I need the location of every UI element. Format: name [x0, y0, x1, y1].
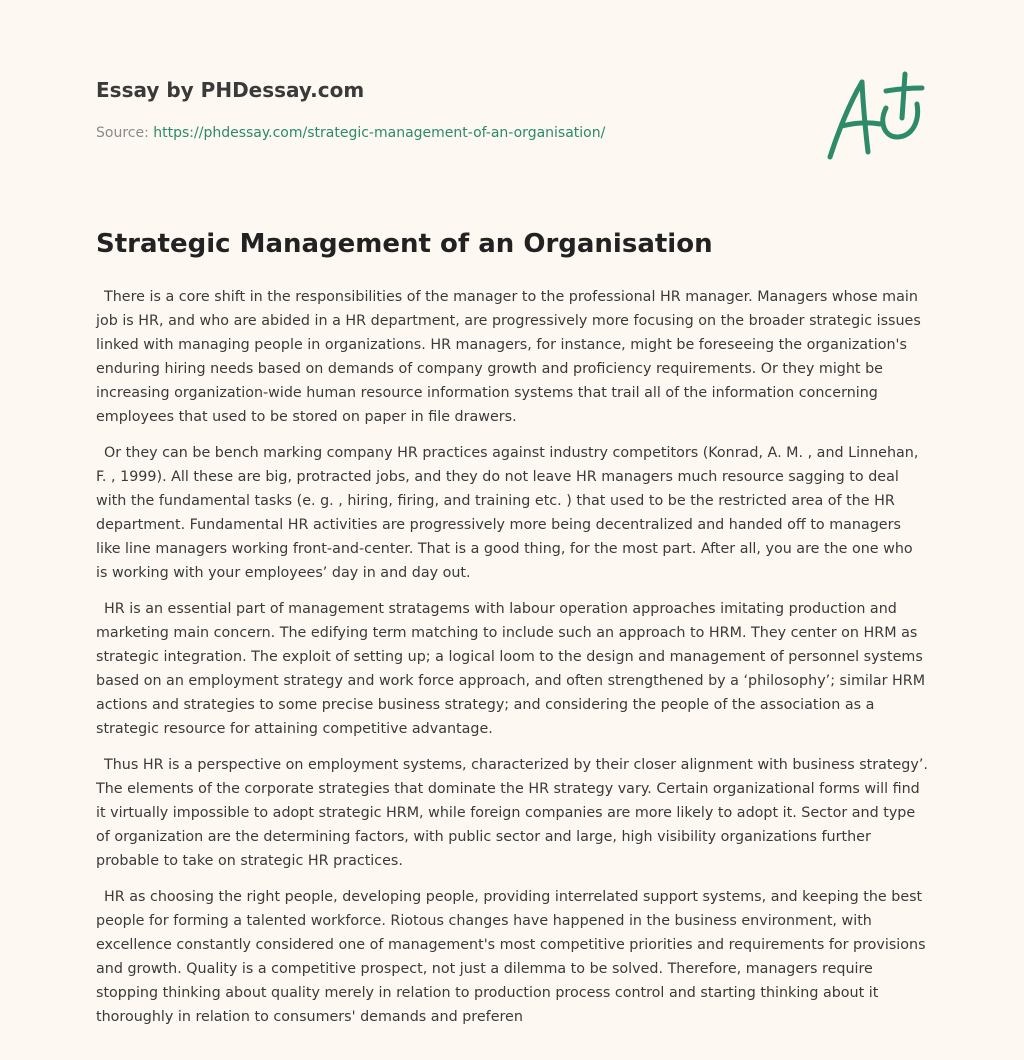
essay-title: Strategic Management of an Organisation: [96, 229, 713, 259]
essay-paragraph: There is a core shift in the responsibilities of the manager to the professional HR manager. Managers whose main job is HR, and who are abided in a HR department, are progressively more focusing on the broader strategic issues linked with managing people in organizations. HR managers, for instance, might be foreseeing the organization's enduring hiring needs based on demands of company growth and proficiency requirements. Or they might be increasing organization-wide human resource information systems that trail all of the information concerning employees that used to be stored on paper in file drawers.: [96, 289, 921, 425]
source-link[interactable]: https://phdessay.com/strategic-management-of-an-organisation/: [153, 125, 606, 141]
source-line: [96, 123, 796, 143]
essay-paragraph: HR is an essential part of management stratagems with labour operation approaches imitating production and marketing main concern. The edifying term matching to include such an approach to HRM. They center on HRM as strategic integration. The exploit of setting up; a logical loom to the design and management of personnel systems based on an employment strategy and work force approach, and often strengthened by a ‘philosophy’; similar HRM actions and strategies to some precise business strategy; and considering the people of the association as a strategic resource for attaining competitive advantage.: [96, 601, 926, 737]
brand-title: Essay by PHDessay.com: [96, 78, 365, 102]
essay-header: [96, 76, 796, 143]
a-plus-grade-icon: [822, 66, 926, 166]
source-label: Source:: [96, 125, 154, 141]
essay-body: [96, 285, 928, 1041]
essay-paragraph: Or they can be bench marking company HR practices against industry competitors (Konrad, A. M. , and Linnehan, F. , 1999). All these are big, protracted jobs, and they do not leave HR managers much resource sagging to deal with the fundamental tasks (e. g. , hiring, firing, and training etc. ) that used to be the restricted area of the HR department. Fundamental HR activities are progressively more being decentralized and handed off to managers like line managers working front-and-center. That is a good thing, for the most part. After all, you are the one who is working with your employees’ day in and day out.: [96, 445, 919, 581]
essay-paragraph: HR as choosing the right people, developing people, providing interrelated support systems, and keeping the best people for forming a talented workforce. Riotous changes have happened in the business environment, with excellence constantly considered one of management's most competitive priorities and requirements for provisions and growth. Quality is a competitive prospect, not just a dilemma to be solved. Therefore, managers require stopping thinking about quality merely in relation to production process control and starting thinking about it thoroughly in relation to consumers' demands and preferen: [96, 889, 926, 1025]
essay-paragraph: Thus HR is a perspective on employment systems, characterized by their closer alignment with business strategy’. The elements of the corporate strategies that dominate the HR strategy vary. Certain organizational forms will find it virtually impossible to adopt strategic HRM, while foreign companies are more likely to adopt it. Sector and type of organization are the determining factors, with public sector and large, high visibility organizations further probable to take on strategic HR practices.: [96, 757, 928, 869]
